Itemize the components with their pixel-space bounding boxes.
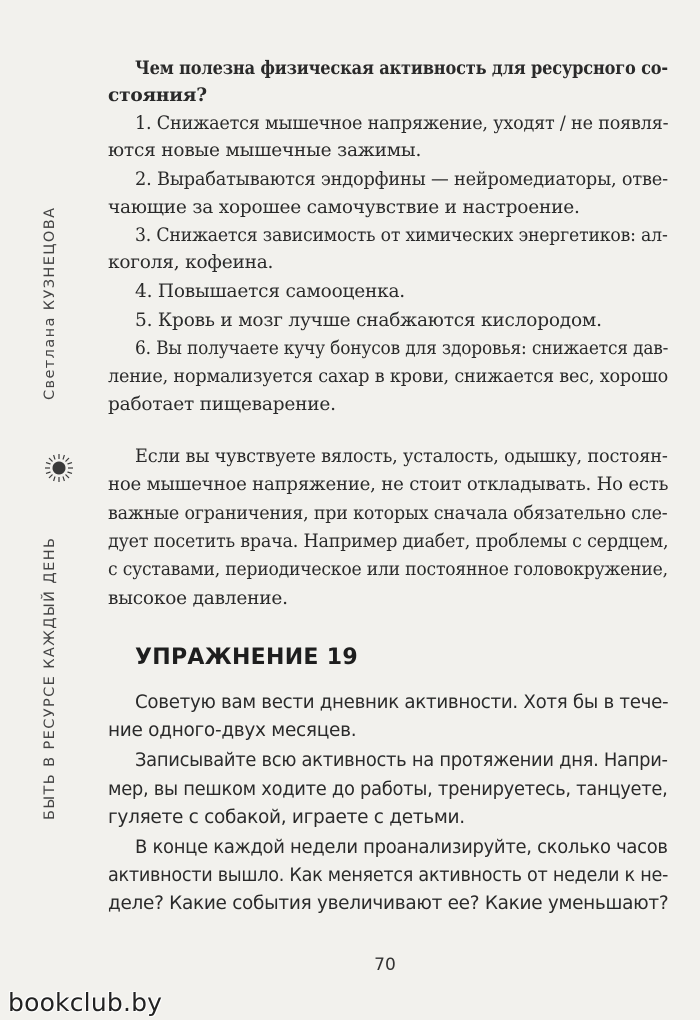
paragraph-line: Если вы чувствуете вялость, усталость, одышку, постоян- [135, 446, 668, 467]
exercise-line: мер, вы пешком ходите до работы, тренируетесь, танцуете, [108, 779, 668, 800]
paragraph-line: ное мышечное напряжение, не стоит откладывать. Но есть [108, 474, 669, 495]
paragraph-line: высокое давление. [108, 588, 288, 609]
paragraph-line: дует посетить врача. Например диабет, проблемы с сердцем, [108, 531, 669, 552]
list-item-line: 4. Повышается самооценка. [135, 281, 405, 302]
exercise-line: гуляете с собакой, играете с детьми. [108, 807, 465, 828]
exercise-line: В конце каждой недели проанализируйте, сколько часов [135, 837, 668, 858]
list-item-line: 5. Кровь и мозг лучше снабжаются кислородом. [135, 310, 602, 331]
question-line: Чем полезна физическая активность для ресурсного со- [135, 58, 668, 79]
watermark: bookclub.by [8, 988, 163, 1017]
list-item-line: 3. Снижается зависимость от химических энергетиков: ал- [135, 225, 668, 246]
paragraph-line: с суставами, периодическое или постоянное головокружение, [108, 559, 668, 580]
exercise-line: активности вышло. Как меняется активность от недели к не- [108, 865, 669, 886]
exercise-line: ние одного-двух месяцев. [108, 720, 357, 741]
sun-ornament-icon [44, 453, 74, 483]
list-item-line: ются новые мышечные зажимы. [108, 140, 422, 161]
exercise-line: Советую вам вести дневник активности. Хотя бы в тече- [135, 692, 669, 713]
list-item-line: 6. Вы получаете кучу бонусов для здоровья: снижается дав- [135, 338, 669, 359]
exercise-line: деле? Какие события увеличивают ее? Какие уменьшают? [108, 893, 669, 914]
page-number: 70 [374, 955, 396, 975]
list-item-line: коголя, кофеина. [108, 252, 274, 273]
list-item-line: ление, нормализуется сахар в крови, снижается вес, хорошо [108, 366, 669, 387]
question-line: стояния? [108, 85, 207, 106]
list-item-line: чающие за хорошее самочувствие и настроение. [108, 197, 580, 218]
side-author: Светлана КУЗНЕЦОВА [42, 206, 58, 400]
exercise-heading: УПРАЖНЕНИЕ 19 [135, 645, 358, 670]
list-item-line: работает пищеварение. [108, 394, 336, 415]
side-book-title: БЫТЬ В РЕСУРСЕ КАЖДЫЙ ДЕНЬ [42, 536, 58, 820]
exercise-line: Записывайте всю активность на протяжении дня. Напри- [135, 750, 668, 771]
paragraph-line: важные ограничения, при которых сначала обязательно сле- [108, 503, 668, 524]
list-item-line: 1. Снижается мышечное напряжение, уходят / не появля- [135, 113, 669, 134]
list-item-line: 2. Вырабатываются эндорфины — нейромедиаторы, отве- [135, 169, 668, 190]
